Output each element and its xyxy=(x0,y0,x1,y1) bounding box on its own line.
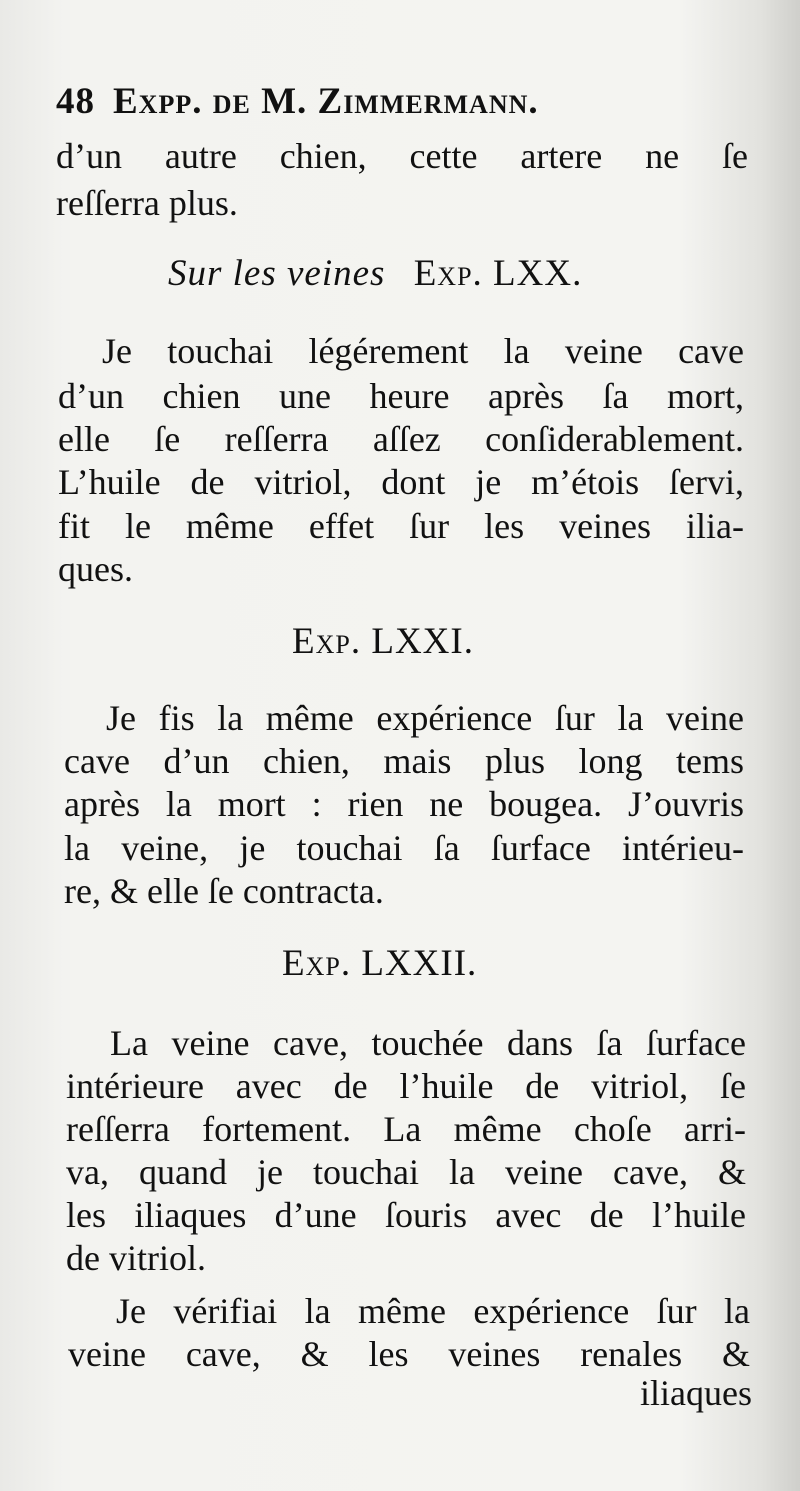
page-number: 48 xyxy=(56,81,95,122)
text-line: intérieure avec de l’huile de vitriol, ſe xyxy=(66,1066,746,1106)
text-line: reſſerra plus. xyxy=(56,183,238,223)
text-line: reſſerra fortement. La même choſe arri- xyxy=(66,1109,746,1149)
section-heading-italic: Sur les veines xyxy=(168,253,386,294)
text-line: va, quand je touchai la veine cave, & xyxy=(66,1152,746,1192)
text-line: la veine, je touchai ſa ſurface intérieu- xyxy=(64,828,744,868)
text-line: ques. xyxy=(58,549,133,589)
section-heading: Exp. LXXII. xyxy=(282,943,478,984)
text-line: L’huile de vitriol, dont je m’étois ſervi, xyxy=(58,462,744,502)
text-line: Je fis la même expérience ſur la veine xyxy=(106,698,744,738)
text-line: veine cave, & les veines renales & xyxy=(68,1334,750,1374)
text-line: après la mort : rien ne bougea. J’ouvris xyxy=(64,784,744,824)
text-line: Je touchai légérement la veine cave xyxy=(102,331,744,371)
text-line: de vitriol. xyxy=(66,1238,206,1278)
section-heading: Exp. LXXI. xyxy=(292,621,474,662)
text-line: fit le même effet ſur les veines ilia- xyxy=(58,506,744,546)
text-line: re, & elle ſe contracta. xyxy=(64,871,384,911)
text-line: cave d’un chien, mais plus long tems xyxy=(64,741,744,781)
text-line: d’un chien une heure après ſa mort, xyxy=(58,376,744,416)
text-line: elle ſe reſſerra aſſez conſiderablement. xyxy=(58,419,744,459)
running-header xyxy=(56,80,746,124)
section-heading xyxy=(168,252,582,296)
text-line: les iliaques d’une ſouris avec de l’huile xyxy=(66,1195,746,1235)
text-line: d’un autre chien, cette artere ne ſe xyxy=(56,136,748,176)
section-heading-number: Exp. LXX. xyxy=(413,253,583,294)
running-title: Expp. de M. Zimmermann. xyxy=(113,81,539,122)
text-line: Je vérifiai la même expérience ſur la xyxy=(116,1291,750,1331)
catchword: iliaques xyxy=(640,1373,752,1413)
text-line: La veine cave, touchée dans ſa ſurface xyxy=(110,1023,746,1063)
